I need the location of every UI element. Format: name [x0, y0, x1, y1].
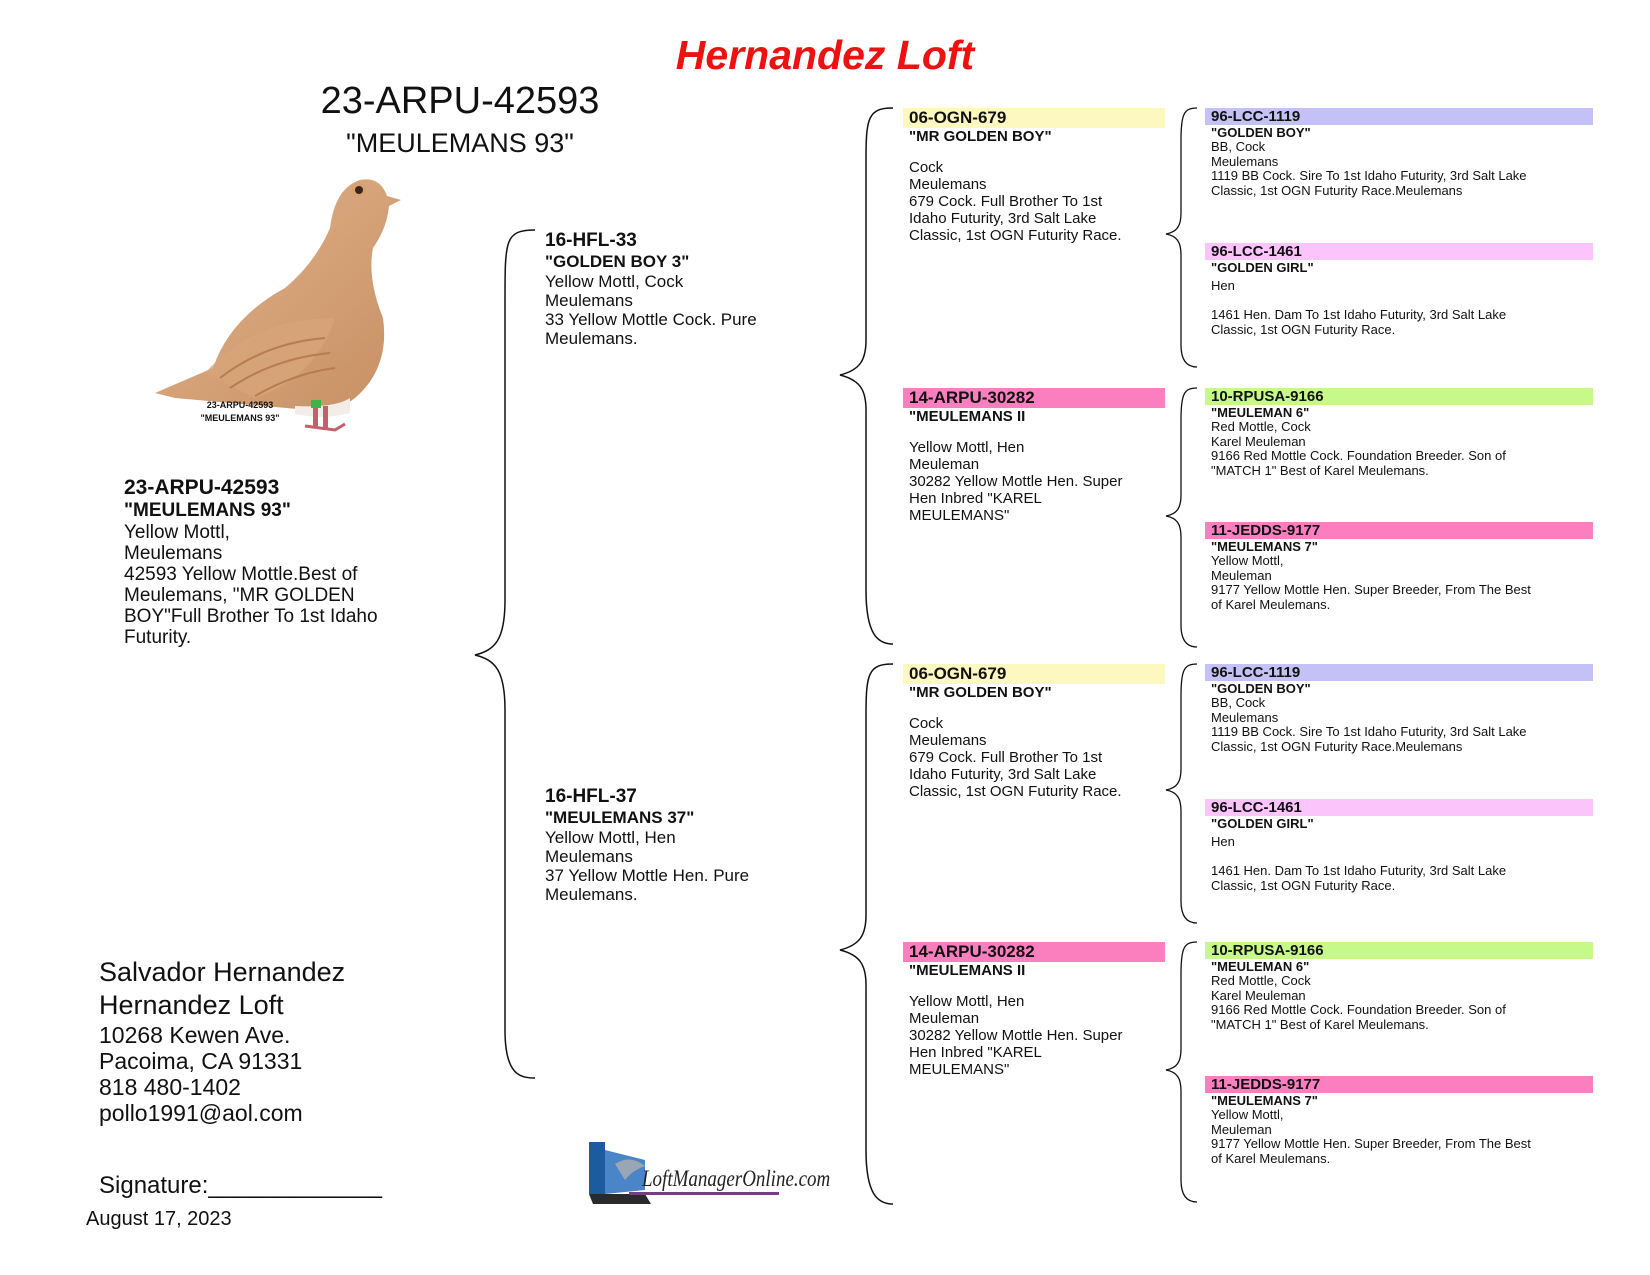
gen2-line: 30282 Yellow Mottle Hen. Super	[909, 1027, 1123, 1044]
sire-band: 16-HFL-33	[545, 230, 637, 251]
dam-card	[545, 786, 825, 904]
gen2-line: Cock	[909, 159, 944, 176]
subject-info	[124, 476, 424, 648]
owner-info	[99, 956, 345, 1126]
pigeon-illustration	[135, 168, 435, 468]
gen2-band: 06-OGN-679	[903, 664, 1165, 684]
gen3-card	[1205, 522, 1593, 612]
gen3-card	[1205, 108, 1593, 198]
gen3-name: "MEULEMANS 7"	[1211, 1093, 1318, 1108]
gen3-line: BB, Cock	[1211, 139, 1266, 154]
sire-line: Meulemans.	[545, 329, 638, 348]
sire-card	[545, 230, 825, 348]
gen2-line: Classic, 1st OGN Futurity Race.	[909, 783, 1122, 800]
gen3-name: "MEULEMANS 7"	[1211, 539, 1318, 554]
gen3-name: "GOLDEN GIRL"	[1211, 816, 1314, 831]
gen3-band: 10-RPUSA-9166	[1205, 942, 1593, 959]
owner-phone: 818 480-1402	[99, 1074, 241, 1100]
print-date: August 17, 2023	[86, 1208, 232, 1230]
gen3-name: "MEULEMAN 6"	[1211, 959, 1310, 974]
gen2-card	[903, 664, 1165, 800]
gen3-name: "GOLDEN BOY"	[1211, 125, 1311, 140]
gen3-line: 9166 Red Mottle Cock. Foundation Breeder. Son of	[1211, 1002, 1506, 1017]
dam-line: Yellow Mottl, Hen	[545, 828, 676, 847]
gen3-line: Classic, 1st OGN Futurity Race.Meulemans	[1211, 182, 1463, 198]
gen3-line: Karel Meuleman	[1211, 433, 1306, 449]
gen3-line: 9177 Yellow Mottle Hen. Super Breeder, From The Best	[1211, 582, 1531, 597]
gen3-band: 96-LCC-1119	[1205, 664, 1593, 681]
subject-line: Meulemans, "MR GOLDEN	[124, 585, 355, 606]
gen3-card	[1205, 243, 1593, 337]
gen3-line: Hen	[1211, 834, 1235, 849]
gen2-name: "MR GOLDEN BOY"	[909, 684, 1052, 701]
gen2-line: Hen Inbred "KAREL	[909, 1044, 1042, 1061]
pedigree-band-title: 23-ARPU-42593	[320, 80, 600, 122]
subject-line: Futurity.	[124, 627, 192, 648]
gen3-line: Hen	[1211, 278, 1235, 293]
bracket-gen1	[475, 230, 535, 1078]
owner-email: pollo1991@aol.com	[99, 1100, 303, 1126]
gen2-line: Yellow Mottl, Hen	[909, 993, 1025, 1010]
gen2-line: Classic, 1st OGN Futurity Race.	[909, 227, 1122, 244]
gen2-line: 679 Cock. Full Brother To 1st	[909, 193, 1103, 210]
gen2-line: Meulemans	[909, 732, 987, 749]
gen2-name: "MR GOLDEN BOY"	[909, 128, 1052, 145]
gen2-line: Hen Inbred "KAREL	[909, 490, 1042, 507]
dam-name: "MEULEMANS 37"	[545, 808, 695, 827]
gen2-card	[903, 388, 1165, 524]
bracket-gen3-3	[1166, 664, 1197, 923]
photo-caption-band: 23-ARPU-42593	[206, 400, 274, 410]
gen3-line: Classic, 1st OGN Futurity Race.	[1211, 321, 1396, 337]
gen2-line: MEULEMANS"	[909, 1061, 1010, 1078]
sire-line: Yellow Mottl, Cock	[545, 272, 684, 291]
signature-line: Signature:_____________	[99, 1172, 382, 1199]
gen2-name: "MEULEMANS II	[909, 408, 1026, 425]
gen2-line: Yellow Mottl, Hen	[909, 439, 1025, 456]
gen3-line: Meuleman	[1211, 1121, 1272, 1137]
gen3-card	[1205, 388, 1593, 478]
gen3-band: 96-LCC-1461	[1205, 799, 1593, 816]
gen3-line: Red Mottle, Cock	[1211, 419, 1311, 434]
gen3-name: "GOLDEN BOY"	[1211, 681, 1311, 696]
gen2-line: Meuleman	[909, 1010, 980, 1027]
gen3-line: Meulemans	[1211, 153, 1279, 169]
gen2-line: Idaho Futurity, 3rd Salt Lake	[909, 766, 1097, 783]
subject-line: BOY"Full Brother To 1st Idaho	[124, 606, 378, 627]
loftmanager-logo	[585, 1140, 831, 1211]
sire-line: 33 Yellow Mottle Cock. Pure	[545, 310, 757, 329]
gen3-line: BB, Cock	[1211, 695, 1266, 710]
gen3-card	[1205, 942, 1593, 1032]
gen3-line: of Karel Meulemans.	[1211, 1150, 1331, 1166]
gen3-band: 96-LCC-1461	[1205, 243, 1593, 260]
gen3-line: 9177 Yellow Mottle Hen. Super Breeder, From The Best	[1211, 1136, 1531, 1151]
gen3-band: 10-RPUSA-9166	[1205, 388, 1593, 405]
dam-line: 37 Yellow Mottle Hen. Pure	[545, 866, 750, 885]
gen3-line: Meuleman	[1211, 567, 1272, 583]
subject-band: 23-ARPU-42593	[124, 476, 280, 499]
gen2-line: Idaho Futurity, 3rd Salt Lake	[909, 210, 1097, 227]
bracket-gen3-4	[1166, 942, 1197, 1202]
loft-title: Hernandez Loft	[675, 32, 975, 78]
gen3-line: "MATCH 1" Best of Karel Meulemans.	[1211, 462, 1429, 478]
sire-line: Meulemans	[545, 291, 633, 310]
bracket-gen2-lower	[840, 664, 893, 1204]
gen3-line: Karel Meuleman	[1211, 987, 1306, 1003]
gen3-card	[1205, 1076, 1593, 1166]
gen3-band: 11-JEDDS-9177	[1205, 522, 1593, 539]
gen3-line: Meulemans	[1211, 709, 1279, 725]
gen3-line: 1461 Hen. Dam To 1st Idaho Futurity, 3rd Salt Lake	[1211, 863, 1507, 878]
gen3-line	[1205, 850, 1593, 865]
gen3-band: 96-LCC-1119	[1205, 108, 1593, 125]
dam-line: Meulemans.	[545, 885, 638, 904]
gen3-card	[1205, 799, 1593, 893]
gen2-card	[903, 942, 1165, 1078]
gen2-line: Cock	[909, 715, 944, 732]
gen2-band: 14-ARPU-30282	[903, 388, 1165, 408]
bracket-gen3-1	[1166, 108, 1197, 367]
bracket-gen2-upper	[840, 108, 893, 644]
dam-line: Meulemans	[545, 847, 633, 866]
gen3-line: 1119 BB Cock. Sire To 1st Idaho Futurity, 3rd Salt Lake	[1211, 168, 1527, 183]
gen3-line: 1119 BB Cock. Sire To 1st Idaho Futurity, 3rd Salt Lake	[1211, 724, 1527, 739]
pedigree-name-title: "MEULEMANS 93"	[346, 128, 574, 158]
gen3-line	[1205, 294, 1593, 309]
gen3-line: of Karel Meulemans.	[1211, 596, 1331, 612]
gen3-line: Classic, 1st OGN Futurity Race.	[1211, 877, 1396, 893]
gen3-line: 9166 Red Mottle Cock. Foundation Breeder. Son of	[1211, 448, 1506, 463]
gen2-line: 679 Cock. Full Brother To 1st	[909, 749, 1103, 766]
gen3-name: "GOLDEN GIRL"	[1211, 260, 1314, 275]
gen2-line: MEULEMANS"	[909, 507, 1010, 524]
gen3-line: Yellow Mottl,	[1211, 1107, 1284, 1122]
gen2-band: 06-OGN-679	[903, 108, 1165, 128]
bracket-gen3-2	[1166, 388, 1197, 647]
gen2-name: "MEULEMANS II	[909, 962, 1026, 979]
gen2-card	[903, 108, 1165, 244]
gen2-line: Meuleman	[909, 456, 980, 473]
gen3-line: "MATCH 1" Best of Karel Meulemans.	[1211, 1016, 1429, 1032]
owner-name: Salvador Hernandez	[99, 957, 346, 987]
photo-caption-name: "MEULEMANS 93"	[200, 413, 280, 423]
gen2-line: Meulemans	[909, 176, 987, 193]
gen3-name: "MEULEMAN 6"	[1211, 405, 1310, 420]
dam-band: 16-HFL-37	[545, 786, 637, 807]
laptop-pigeon-icon	[585, 1140, 831, 1206]
gen2-line: 30282 Yellow Mottle Hen. Super	[909, 473, 1123, 490]
subject-name: "MEULEMANS 93"	[124, 500, 291, 521]
gen3-line: 1461 Hen. Dam To 1st Idaho Futurity, 3rd Salt Lake	[1211, 307, 1507, 322]
gen3-line: Yellow Mottl,	[1211, 553, 1284, 568]
subject-line: Meulemans	[124, 543, 223, 564]
logo-text: LoftManagerOnline.com	[642, 1165, 831, 1192]
gen3-line: Classic, 1st OGN Futurity Race.Meulemans	[1211, 738, 1463, 754]
gen3-band: 11-JEDDS-9177	[1205, 1076, 1593, 1093]
subject-line: 42593 Yellow Mottle.Best of	[124, 564, 358, 585]
owner-loft: Hernandez Loft	[99, 990, 284, 1020]
gen3-card	[1205, 664, 1593, 754]
pigeon-photo	[135, 168, 435, 468]
sire-name: "GOLDEN BOY 3"	[545, 252, 690, 271]
owner-address: 10268 Kewen Ave.	[99, 1022, 291, 1048]
gen3-line: Red Mottle, Cock	[1211, 973, 1311, 988]
owner-city: Pacoima, CA 91331	[99, 1048, 303, 1074]
gen2-band: 14-ARPU-30282	[903, 942, 1165, 962]
subject-line: Yellow Mottl,	[124, 522, 230, 543]
